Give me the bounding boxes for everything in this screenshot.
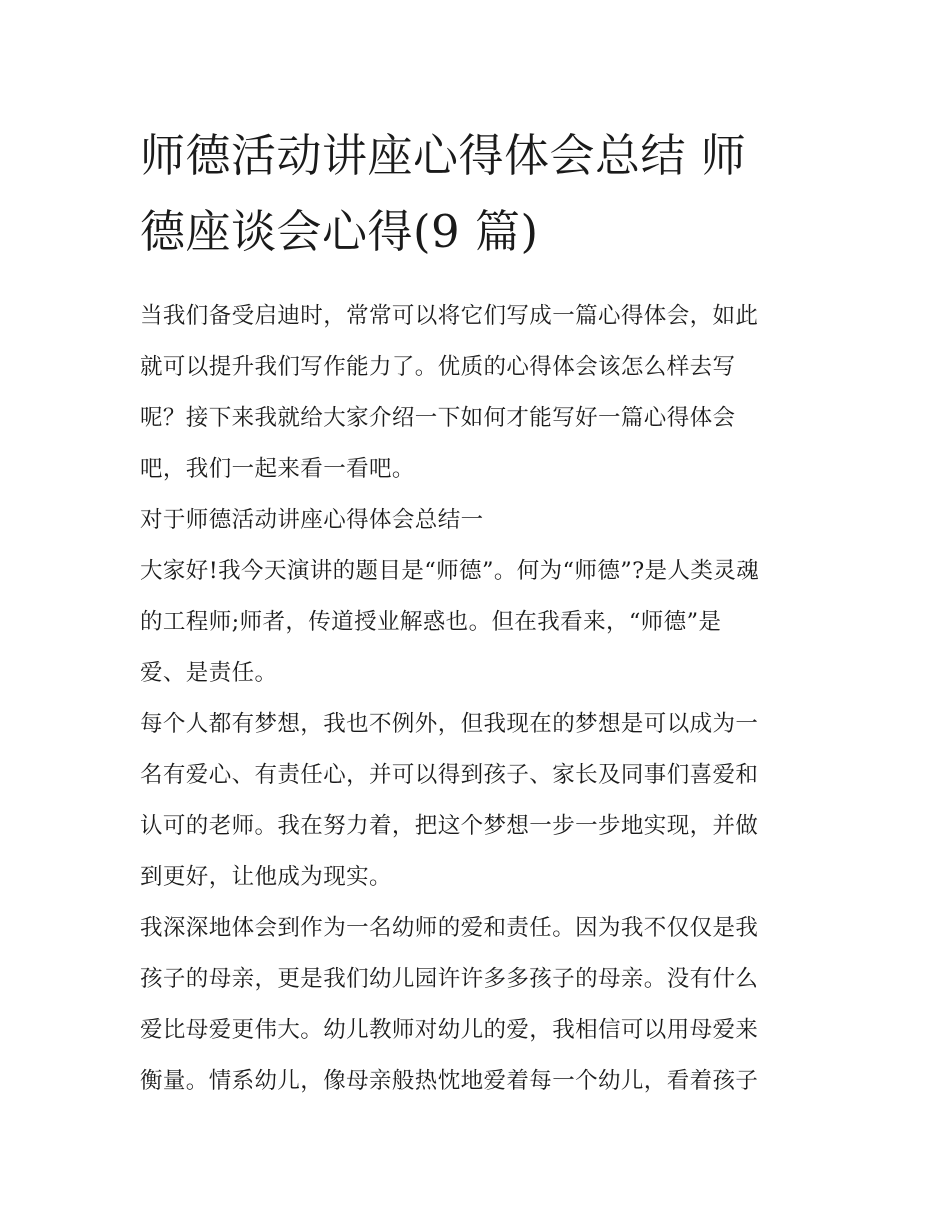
intro-line-4: 吧，我们一起来看一看吧。 xyxy=(140,456,415,482)
intro-line-2: 就可以提升我们写作能力了。优质的心得体会该怎么样去写 xyxy=(140,354,736,380)
paragraph-3-line-3: 爱比母爱更伟大。幼儿教师对幼儿的爱，我相信可以用母爱来 xyxy=(140,1017,759,1043)
paragraph-2-line-2: 名有爱心、有责任心，并可以得到孩子、家长及同事们喜爱和 xyxy=(140,762,759,788)
document-title xyxy=(140,118,816,270)
intro-paragraph xyxy=(140,291,816,495)
title-line-2: 德座谈会心得(9 篇) xyxy=(140,205,539,258)
paragraph-1-line-2: 的工程师;师者，传道授业解惑也。但在我看来，“师德”是 xyxy=(140,609,722,635)
intro-line-3: 呢？接下来我就给大家介绍一下如何才能写好一篇心得体会 xyxy=(140,405,736,431)
paragraph-3-line-1: 我深深地体会到作为一名幼师的爱和责任。因为我不仅仅是我 xyxy=(140,915,759,941)
title-line-1: 师德活动讲座心得体会总结 师 xyxy=(140,129,747,182)
paragraph-3-line-2: 孩子的母亲，更是我们幼儿园许许多多孩子的母亲。没有什么 xyxy=(140,966,759,992)
section-heading: 对于师德活动讲座心得体会总结一 xyxy=(140,507,484,533)
document-body xyxy=(140,291,816,1107)
paragraph-2 xyxy=(140,699,816,903)
paragraph-1-line-1: 大家好!我今天演讲的题目是“师德”。何为“师德”?是人类灵魂 xyxy=(140,558,760,584)
paragraph-2-line-1: 每个人都有梦想，我也不例外，但我现在的梦想是可以成为一 xyxy=(140,711,759,737)
document-page xyxy=(140,118,816,1107)
paragraph-2-line-3: 认可的老师。我在努力着，把这个梦想一步一步地实现，并做 xyxy=(140,813,759,839)
paragraph-3 xyxy=(140,903,816,1107)
paragraph-3-line-4: 衡量。情系幼儿，像母亲般热忱地爱着每一个幼儿，看着孩子 xyxy=(140,1068,759,1094)
paragraph-1 xyxy=(140,546,816,699)
intro-line-1: 当我们备受启迪时，常常可以将它们写成一篇心得体会，如此 xyxy=(140,303,759,329)
paragraph-1-line-3: 爱、是责任。 xyxy=(140,660,278,686)
paragraph-2-line-4: 到更好，让他成为现实。 xyxy=(140,864,392,890)
